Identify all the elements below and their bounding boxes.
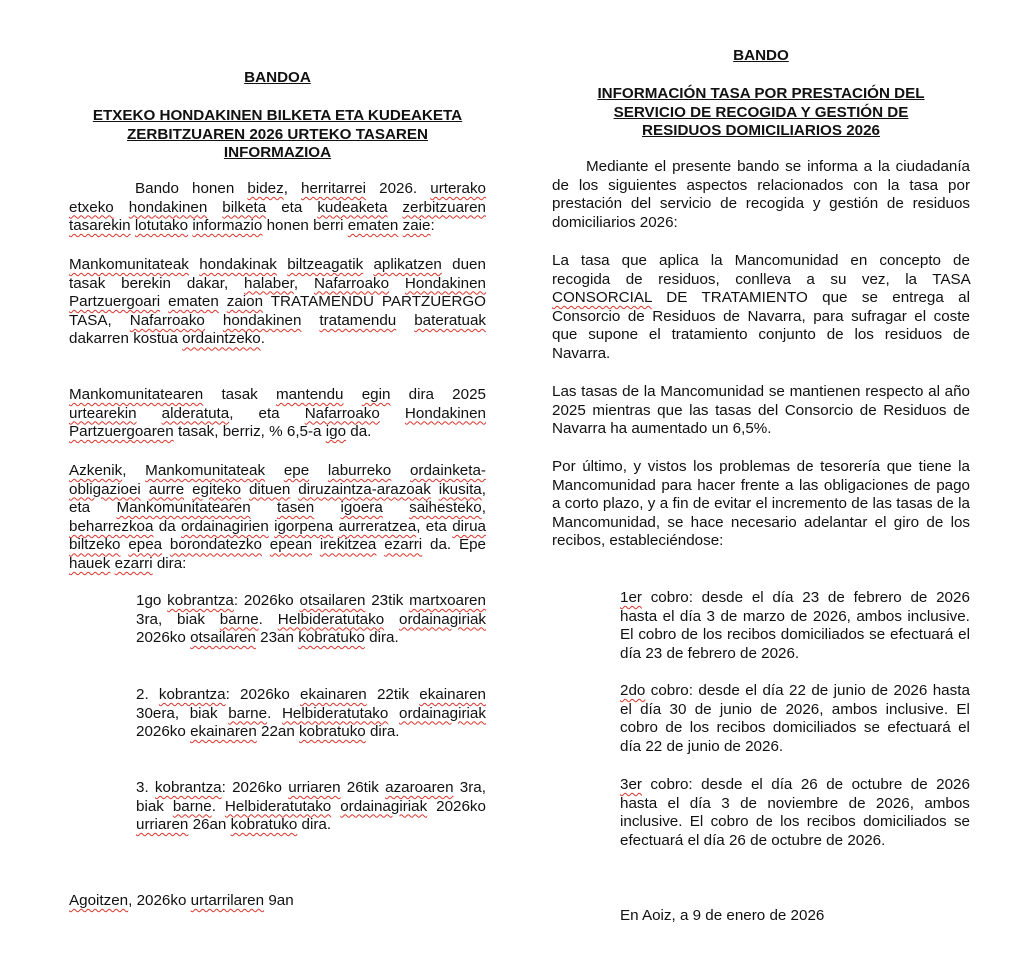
left-heading: BANDOA [244, 69, 311, 86]
spellcheck-word: alderatuta [161, 404, 230, 422]
spellcheck-word: biltzeko [69, 536, 121, 554]
spellcheck-word: ekainaren [300, 686, 367, 703]
spellcheck-word: igoera [340, 499, 383, 517]
spellcheck-word: urtearekin [69, 404, 137, 422]
right-title-line-1: INFORMACIÓN TASA POR PRESTACIÓN DEL [597, 85, 925, 102]
right-title-line-3: RESIDUOS DOMICILIARIOS 2026 [642, 122, 880, 140]
right-paragraph-2: La tasa que aplica la Mancomunidad en concepto de recogida de residuos, conlleva a su vez, la TASA CONSORCIAL DE TRATAMIENTO que se entrega al Consorcio de Residuos de Navarra, para sufragar el coste que supone el tratamiento conjunto de los residuos de Navarra. [552, 252, 970, 362]
spellcheck-word: Mankomunitateak [145, 462, 266, 479]
spellcheck-word: Hondakinen [404, 274, 486, 292]
right-heading: BANDO [733, 47, 789, 64]
spellcheck-word: 1er [620, 589, 642, 606]
spellcheck-word: epea [128, 536, 163, 554]
spellcheck-word: ordainagirien [180, 517, 269, 535]
spellcheck-word: kobratuko [230, 816, 298, 834]
right-intro-paragraph: Mediante el presente bando se informa a la ciudadanía de los siguientes aspectos relacionados con la tasa por prestación del servicio de recogida y gestión de residuos domiciliarios 2026: [552, 158, 970, 231]
spellcheck-word: Azkenik [69, 462, 123, 479]
spellcheck-word: urterako [430, 180, 486, 197]
left-item-1: 1go kobrantza: 2026ko otsailaren 23tik martxoaren 3ra, biak barne. Helbideratutako ordainagiriak 2026ko otsailaren 23an kobratuko dira. [136, 592, 486, 647]
spellcheck-word: epe [283, 462, 310, 479]
spellcheck-word: zaion [226, 293, 264, 311]
spellcheck-word: otsailaren [190, 629, 256, 647]
spellcheck-word: zerbitzuaren [402, 198, 486, 216]
spellcheck-word: informazio [192, 217, 263, 235]
left-paragraph-3: Mankomunitatearen tasak mantendu egin dira 2025 urtearekin alderatuta, eta Nafarroako Hondakinen Partzuergoaren tasak, berriz, % 6,5-a igo da. [69, 386, 486, 441]
spellcheck-word: irekitzea [319, 536, 377, 554]
spellcheck-word: Nafarroako [129, 311, 205, 329]
spellcheck-word: otsailaren [299, 592, 366, 609]
spellcheck-word: Nafarroako [304, 404, 380, 422]
left-title-line-3: INFORMAZIOA [223, 144, 332, 162]
spellcheck-word: tasen [277, 499, 315, 517]
spellcheck-word: laburreko [327, 462, 392, 479]
spellcheck-word: kobrantza [154, 779, 222, 796]
spellcheck-word: CONSORCIAL [552, 289, 652, 307]
spellcheck-word: kudeaketa [317, 198, 388, 216]
spellcheck-word: Partzuergoari [69, 293, 161, 311]
right-item-1: 1er cobro: desde el día 23 de febrero de 2026 hasta el día 3 de marzo de 2026, ambos inclusive. El cobro de los recibos domiciliados se efectuará el día 23 de febrero de 2026. [620, 589, 970, 662]
spellcheck-word: Hondakinen [404, 404, 486, 422]
spellcheck-word: ordaintzeko [182, 330, 261, 348]
spellcheck-word: Mankomunitatearen [69, 386, 204, 403]
spellcheck-word: egin [361, 386, 391, 403]
spellcheck-word: barne [228, 704, 268, 722]
left-paragraph-2: Mankomunitateak hondakinak biltzeagatik aplikatzen duen tasak berekin dakar, halaber, Nafarroako Hondakinen Partzuergoari ematen zaion TRATAMENDU PARTZUERGO TASA, Nafarroako hondakinen tratamendu bateratuak dakarren kostua ordaintzeko. [69, 256, 486, 348]
left-title [69, 107, 486, 163]
spellcheck-word: dituen [248, 480, 291, 498]
right-paragraph-4: Por último, y vistos los problemas de tesorería que tiene la Mancomunidad para hacer frente a las obligaciones de pago a corto plazo, y a fin de evitar el incremento de las tasas de la Mancomunidad, se hace necesario adelantar el giro de los recibos, estableciéndose: [552, 458, 970, 550]
spellcheck-word: urriaren [288, 779, 341, 796]
spellcheck-word: dirua [452, 517, 486, 535]
spellcheck-word: ematen [168, 293, 219, 311]
spellcheck-word: ekainaren [190, 723, 257, 741]
spellcheck-word: igo [325, 423, 347, 441]
spellcheck-word: lotutako [134, 217, 189, 235]
spellcheck-word: kobrantza [167, 592, 234, 609]
spellcheck-word: ordainagiriak [340, 797, 428, 815]
spellcheck-word: Helbideratutako [224, 797, 332, 815]
spellcheck-word: Helbideratutako [281, 704, 389, 722]
spellcheck-word: igorpena [274, 517, 334, 535]
spellcheck-word: 3er [620, 776, 642, 793]
spellcheck-word: beharrezkoa [69, 517, 154, 535]
spellcheck-word: hauek [69, 554, 111, 572]
spellcheck-word: aurreratzea [338, 517, 417, 535]
left-title-line-1: ETXEKO HONDAKINEN BILKETA ETA KUDEAKETA [92, 107, 463, 124]
spellcheck-word: tratamendu [319, 311, 397, 329]
spellcheck-word: hondakinen [222, 311, 302, 329]
right-title-line-2: SERVICIO DE RECOGIDA Y GESTIÓN DE [613, 103, 909, 121]
spellcheck-word: barne [219, 610, 259, 628]
spellcheck-word: urriaren [136, 816, 189, 834]
spellcheck-word: ezarri [384, 536, 423, 554]
right-item-2: 2do cobro: desde el día 22 de junio de 2026 hasta el día 30 de junio de 2026, ambos inclusive. El cobro de los recibos domiciliados se efectuará el día 22 de junio de 2026. [620, 682, 970, 755]
right-paragraph-3: Las tasas de la Mancomunidad se mantienen respecto al año 2025 mientras que las tasas del Consorcio de Residuos de Navarra ha aumentado un 6,5%. [552, 383, 970, 438]
spellcheck-word: epean [269, 536, 313, 554]
spellcheck-word: biltzeagatik [287, 256, 364, 273]
spellcheck-word: ordainagiriak [399, 704, 486, 722]
left-signature: Agoitzen, 2026ko urtarrilaren 9an [69, 892, 294, 909]
spellcheck-word: hondakinak [199, 256, 277, 273]
spellcheck-word: ematen [347, 217, 399, 235]
spellcheck-word: martxoaren [409, 592, 486, 609]
spellcheck-word: bilketa [222, 198, 267, 216]
left-item-2: 2. kobrantza: 2026ko ekainaren 22tik ekainaren 30era, biak barne. Helbideratutako ordainagiriak 2026ko ekainaren 22an kobratuko dira. [136, 686, 486, 741]
spellcheck-word: ordainketa-obligazioei [69, 462, 486, 498]
spellcheck-word: Partzuergoaren [69, 423, 174, 441]
spellcheck-word: 2do [620, 682, 646, 699]
spellcheck-word: diruzaintza-arazoak [298, 480, 431, 498]
spellcheck-word: urtarrilaren [190, 892, 265, 909]
spellcheck-word: ezarri [114, 554, 153, 572]
spellcheck-word: kobrantza [158, 686, 226, 703]
spellcheck-word: mantendu [275, 386, 344, 403]
spellcheck-word: kobratuko [299, 723, 366, 741]
spellcheck-word: ekainaren [419, 686, 486, 703]
spellcheck-word: halaber [244, 274, 294, 292]
spellcheck-word: egiteko [192, 480, 242, 498]
spellcheck-word: hondakinen [128, 198, 208, 216]
spellcheck-word: etxeko [69, 198, 114, 216]
left-paragraph-4: Azkenik, Mankomunitateak epe laburreko ordainketa-obligazioei aurre egiteko dituen diruzaintza-arazoak ikusita, eta Mankomunitatearen tasen igoera saihesteko, beharrezkoa da ordainagirien igorpena aurreratzea, eta dirua biltzeko epea borondatezko epean irekitzea ezarri da. Epe hauek ezarri dira: [69, 462, 486, 572]
spellcheck-word: azaroaren [385, 779, 454, 796]
spellcheck-word: tasarekin [69, 217, 131, 235]
right-signature: En Aoiz, a 9 de enero de 2026 [620, 907, 825, 924]
spellcheck-word: Mankomunitateak [69, 256, 189, 273]
spellcheck-word: Nafarroako [313, 274, 390, 292]
spellcheck-word: Mankomunitatearen [116, 499, 251, 517]
spellcheck-word: bidez [247, 180, 284, 197]
left-intro-paragraph: Bando honen bidez, herritarrei 2026. urterako etxeko hondakinen bilketa eta kudeaketa zerbitzuaren tasarekin lotutako informazio honen berri ematen zaie: [69, 180, 486, 235]
left-item-3: 3. kobrantza: 2026ko urriaren 26tik azaroaren 3ra, biak barne. Helbideratutako ordainagiriak 2026ko urriaren 26an kobratuko dira. [136, 779, 486, 834]
spellcheck-word: Helbideratutako [277, 610, 385, 628]
right-item-3: 3er cobro: desde el día 26 de octubre de 2026 hasta el día 3 de noviembre de 2026, ambos inclusive. El cobro de los recibos domiciliados se efectuará el día 26 de octubre de 2026. [620, 776, 970, 849]
spellcheck-word: Agoitzen [69, 892, 129, 909]
spellcheck-word: barne [172, 797, 212, 815]
spellcheck-word: borondatezko [169, 536, 262, 554]
left-title-line-2: ZERBITZUAREN 2026 URTEKO TASAREN [127, 125, 428, 143]
spellcheck-word: kobratuko [298, 629, 365, 647]
spellcheck-word: zaie [402, 217, 431, 235]
right-title [552, 85, 970, 141]
spellcheck-word: saihesteko [409, 499, 482, 517]
spellcheck-word: aurre [148, 480, 185, 498]
spellcheck-word: ikusita [438, 480, 482, 498]
spellcheck-word: herritarrei [301, 180, 367, 197]
spellcheck-word: bateratuak [414, 311, 486, 329]
spellcheck-word: aplikatzen [373, 256, 442, 273]
spellcheck-word: ordainagiriak [399, 610, 486, 628]
